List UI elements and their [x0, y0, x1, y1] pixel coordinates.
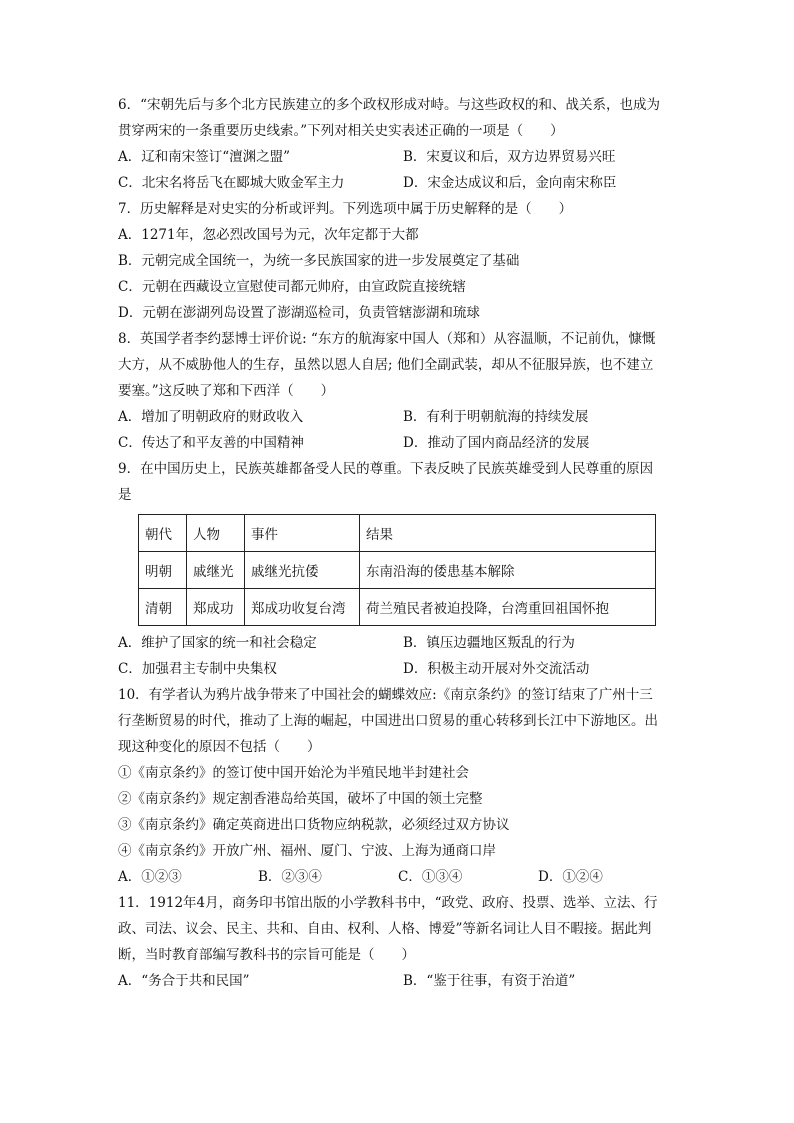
question-text: 是 [118, 487, 132, 503]
option-d: D．推动了国内商品经济的发展 [403, 435, 590, 451]
option-d: D．积极主动开展对外交流活动 [403, 661, 590, 677]
question-8 [118, 326, 678, 456]
table-header-cell: 朝代 [139, 515, 187, 552]
table-cell: 郑成功 [187, 589, 245, 626]
question-text: 10．有学者认为鸦片战争带来了中国社会的蝴蝶效应:《南京条约》的签订结束了广州十三 [118, 687, 653, 703]
question-6 [118, 92, 678, 196]
question-text: 政、司法、议会、民主、共和、自由、权利、人格、博爱”等新名词让人目不暇接。据此判 [118, 921, 652, 937]
table-cell: 郑成功收复台湾 [245, 589, 360, 626]
option-b: B．镇压边疆地区叛乱的行为 [403, 635, 575, 651]
option-b: B．元朝完成全国统一，为统一多民族国家的进一步发展奠定了基础 [118, 253, 520, 269]
table-row [139, 552, 656, 589]
question-text: 行垄断贸易的时代，推动了上海的崛起，中国进出口贸易的重心转移到长江中下游地区。出 [118, 713, 658, 729]
option-a: A．辽和南宋签订“澶渊之盟” [118, 149, 291, 165]
option-c: C．元朝在西藏设立宣慰使司都元帅府，由宣政院直接统辖 [118, 279, 466, 295]
statement-2: ②《南京条约》规定割香港岛给英国，破坏了中国的领土完整 [118, 791, 483, 807]
question-text: 8．英国学者李约瑟博士评价说: “东方的航海家中国人（郑和）从容温顺，不记前仇，慷慨 [118, 331, 656, 347]
question-9 [118, 456, 678, 682]
option-c: C．①③④ [398, 869, 463, 885]
question-text: 7．历史解释是对史实的分析或评判。下列选项中属于历史解释的是（ ） [118, 201, 573, 217]
question-text: 大方，从不威胁他人的生存，虽然以恩人自居; 他们全副武装，却从不征服异族，也不建立 [118, 357, 654, 373]
option-d: D．元朝在澎湖列岛设置了澎湖巡检司，负责管辖澎湖和琉球 [118, 305, 480, 321]
question-7 [118, 196, 678, 326]
option-b: B．②③④ [258, 869, 322, 885]
option-c: C．北宋名将岳飞在郾城大败金军主力 [118, 175, 345, 191]
option-b: B．有利于明朝航海的持续发展 [403, 409, 589, 425]
question-11 [118, 890, 678, 994]
table-header-cell: 事件 [245, 515, 360, 552]
option-d: D．宋金达成议和后，金向南宋称臣 [403, 175, 617, 191]
table-header-row [139, 515, 656, 552]
heroes-table [138, 514, 656, 626]
table-cell: 戚继光抗倭 [245, 552, 360, 589]
statement-3: ③《南京条约》确定英商进出口货物应纳税款，必须经过双方协议 [118, 817, 510, 833]
table-cell: 荷兰殖民者被迫投降，台湾重回祖国怀抱 [360, 589, 656, 626]
table-header-cell: 人物 [187, 515, 245, 552]
question-text: 11．1912年4月，商务印书馆出版的小学教科书中，“政党、政府、投票、选举、立法、行 [118, 895, 658, 911]
table-cell: 明朝 [139, 552, 187, 589]
question-text: 要塞。”这反映了郑和下西洋（ ） [118, 383, 335, 399]
table-header-cell: 结果 [360, 515, 656, 552]
option-a: A．维护了国家的统一和社会稳定 [118, 635, 317, 651]
option-d: D．①②④ [538, 869, 603, 885]
question-10 [118, 682, 678, 890]
option-b: B．宋夏议和后，双方边界贸易兴旺 [403, 149, 616, 165]
table-row [139, 589, 656, 626]
statement-4: ④《南京条约》开放广州、福州、厦门、宁波、上海为通商口岸 [118, 843, 496, 859]
table-cell: 东南沿海的倭患基本解除 [360, 552, 656, 589]
exam-page [118, 92, 678, 994]
table-cell: 戚继光 [187, 552, 245, 589]
question-text: 现这种变化的原因不包括（ ） [118, 739, 321, 755]
question-text: 贯穿两宋的一条重要历史线索。”下列对相关史实表述正确的一项是（ ） [118, 123, 564, 139]
option-b: B．“鉴于往事，有资于治道” [403, 973, 576, 989]
question-text: 6．“宋朝先后与多个北方民族建立的多个政权形成对峙。与这些政权的和、战关系，也成为 [118, 97, 660, 113]
statement-1: ①《南京条约》的签订使中国开始沦为半殖民地半封建社会 [118, 765, 469, 781]
question-text: 断，当时教育部编写教科书的宗旨可能是（ ） [118, 947, 415, 963]
option-a: A．①②③ [118, 869, 182, 885]
option-a: A．“务合于共和民国” [118, 973, 250, 989]
option-c: C．传达了和平友善的中国精神 [118, 435, 304, 451]
question-text: 9．在中国历史上，民族英雄都备受人民的尊重。下表反映了民族英雄受到人民尊重的原因 [118, 461, 654, 477]
option-a: A．增加了明朝政府的财政收入 [118, 409, 304, 425]
option-c: C．加强君主专制中央集权 [118, 661, 277, 677]
option-a: A．1271年，忽必烈改国号为元，次年定都于大都 [118, 227, 419, 243]
table-cell: 清朝 [139, 589, 187, 626]
